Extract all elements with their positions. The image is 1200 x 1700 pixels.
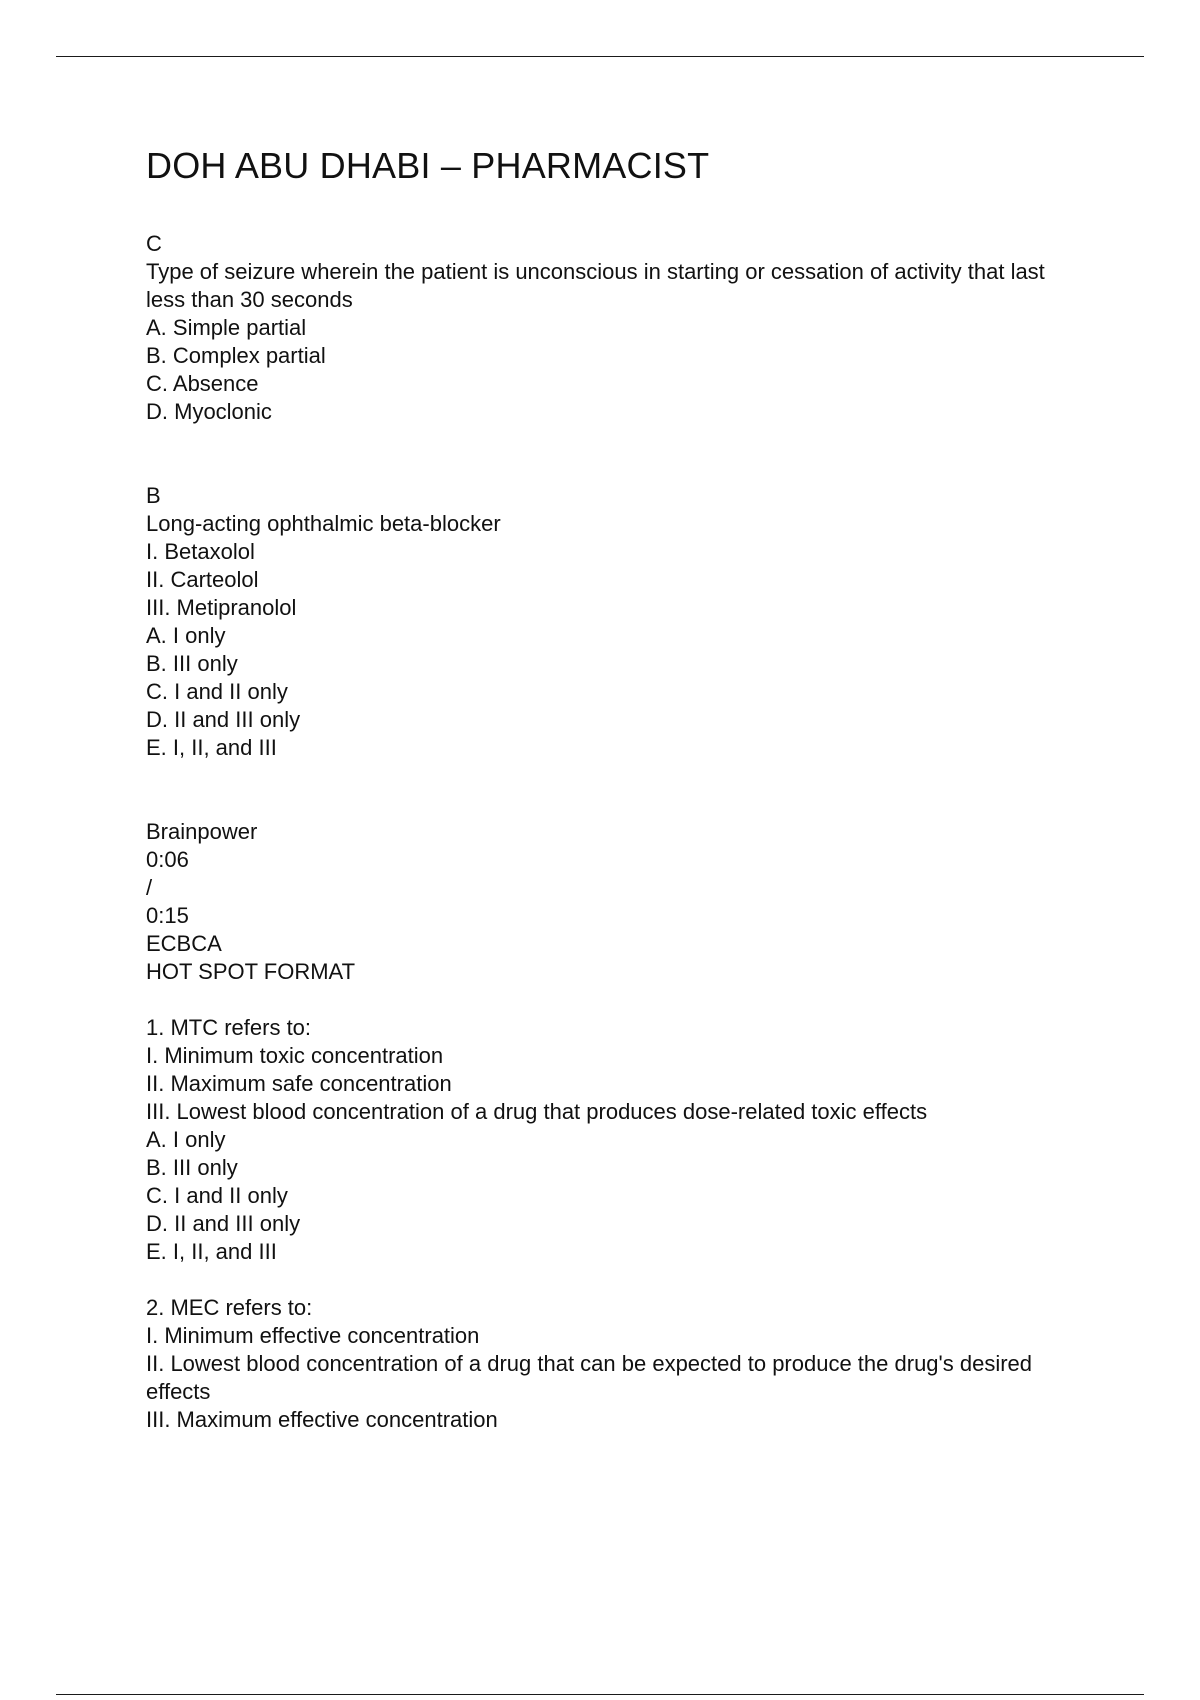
media-duration: 0:15 [146, 903, 189, 928]
question-text: 2. MEC refers to: [146, 1295, 313, 1320]
statement-ii: II. Maximum safe concentration [146, 1071, 452, 1096]
bottom-rule [56, 1694, 1144, 1695]
option-b: B. III only [146, 1155, 238, 1180]
question-block-beta-blocker [146, 482, 1086, 762]
question-block-mtc [146, 1014, 1086, 1266]
question-text: 1. MTC refers to: [146, 1015, 312, 1040]
option-e: E. I, II, and III [146, 1239, 277, 1264]
page-content [146, 142, 1086, 1434]
media-label: Brainpower [146, 819, 258, 844]
statement-iii: III. Metipranolol [146, 595, 297, 620]
option-d: D. II and III only [146, 707, 301, 732]
question-block-mec [146, 1294, 1086, 1434]
statement-i: I. Minimum effective concentration [146, 1323, 480, 1348]
option-d: D. II and III only [146, 1211, 301, 1236]
option-e: E. I, II, and III [146, 735, 277, 760]
option-a: A. Simple partial [146, 315, 307, 340]
section-format: HOT SPOT FORMAT [146, 959, 356, 984]
option-c: C. Absence [146, 371, 259, 396]
statement-ii: II. Lowest blood concentration of a drug that can be expected to produce the drug's desired effects [146, 1351, 1033, 1404]
media-time-separator: / [146, 875, 153, 900]
statement-i: I. Minimum toxic concentration [146, 1043, 444, 1068]
spacer [146, 1266, 1086, 1294]
option-b: B. Complex partial [146, 343, 326, 368]
spacer [146, 762, 1086, 818]
option-a: A. I only [146, 1127, 226, 1152]
section-label: ECBCA [146, 931, 222, 956]
statement-ii: II. Carteolol [146, 567, 259, 592]
top-rule [56, 56, 1144, 57]
option-c: C. I and II only [146, 1183, 288, 1208]
question-block-seizure [146, 230, 1086, 426]
question-text: Type of seizure wherein the patient is unconscious in starting or cessation of activity that last less than 30 seconds [146, 259, 1045, 312]
option-c: C. I and II only [146, 679, 288, 704]
statement-i: I. Betaxolol [146, 539, 255, 564]
spacer [146, 986, 1086, 1014]
answer-key: C [146, 231, 162, 256]
statement-iii: III. Maximum effective concentration [146, 1407, 498, 1432]
media-block [146, 818, 1086, 986]
media-current-time: 0:06 [146, 847, 189, 872]
statement-iii: III. Lowest blood concentration of a drug that produces dose-related toxic effects [146, 1099, 928, 1124]
option-b: B. III only [146, 651, 238, 676]
option-a: A. I only [146, 623, 226, 648]
spacer [146, 426, 1086, 482]
document-title: DOH ABU DHABI – PHARMACIST [146, 145, 710, 186]
option-d: D. Myoclonic [146, 399, 272, 424]
answer-key: B [146, 483, 161, 508]
question-text: Long-acting ophthalmic beta-blocker [146, 511, 501, 536]
